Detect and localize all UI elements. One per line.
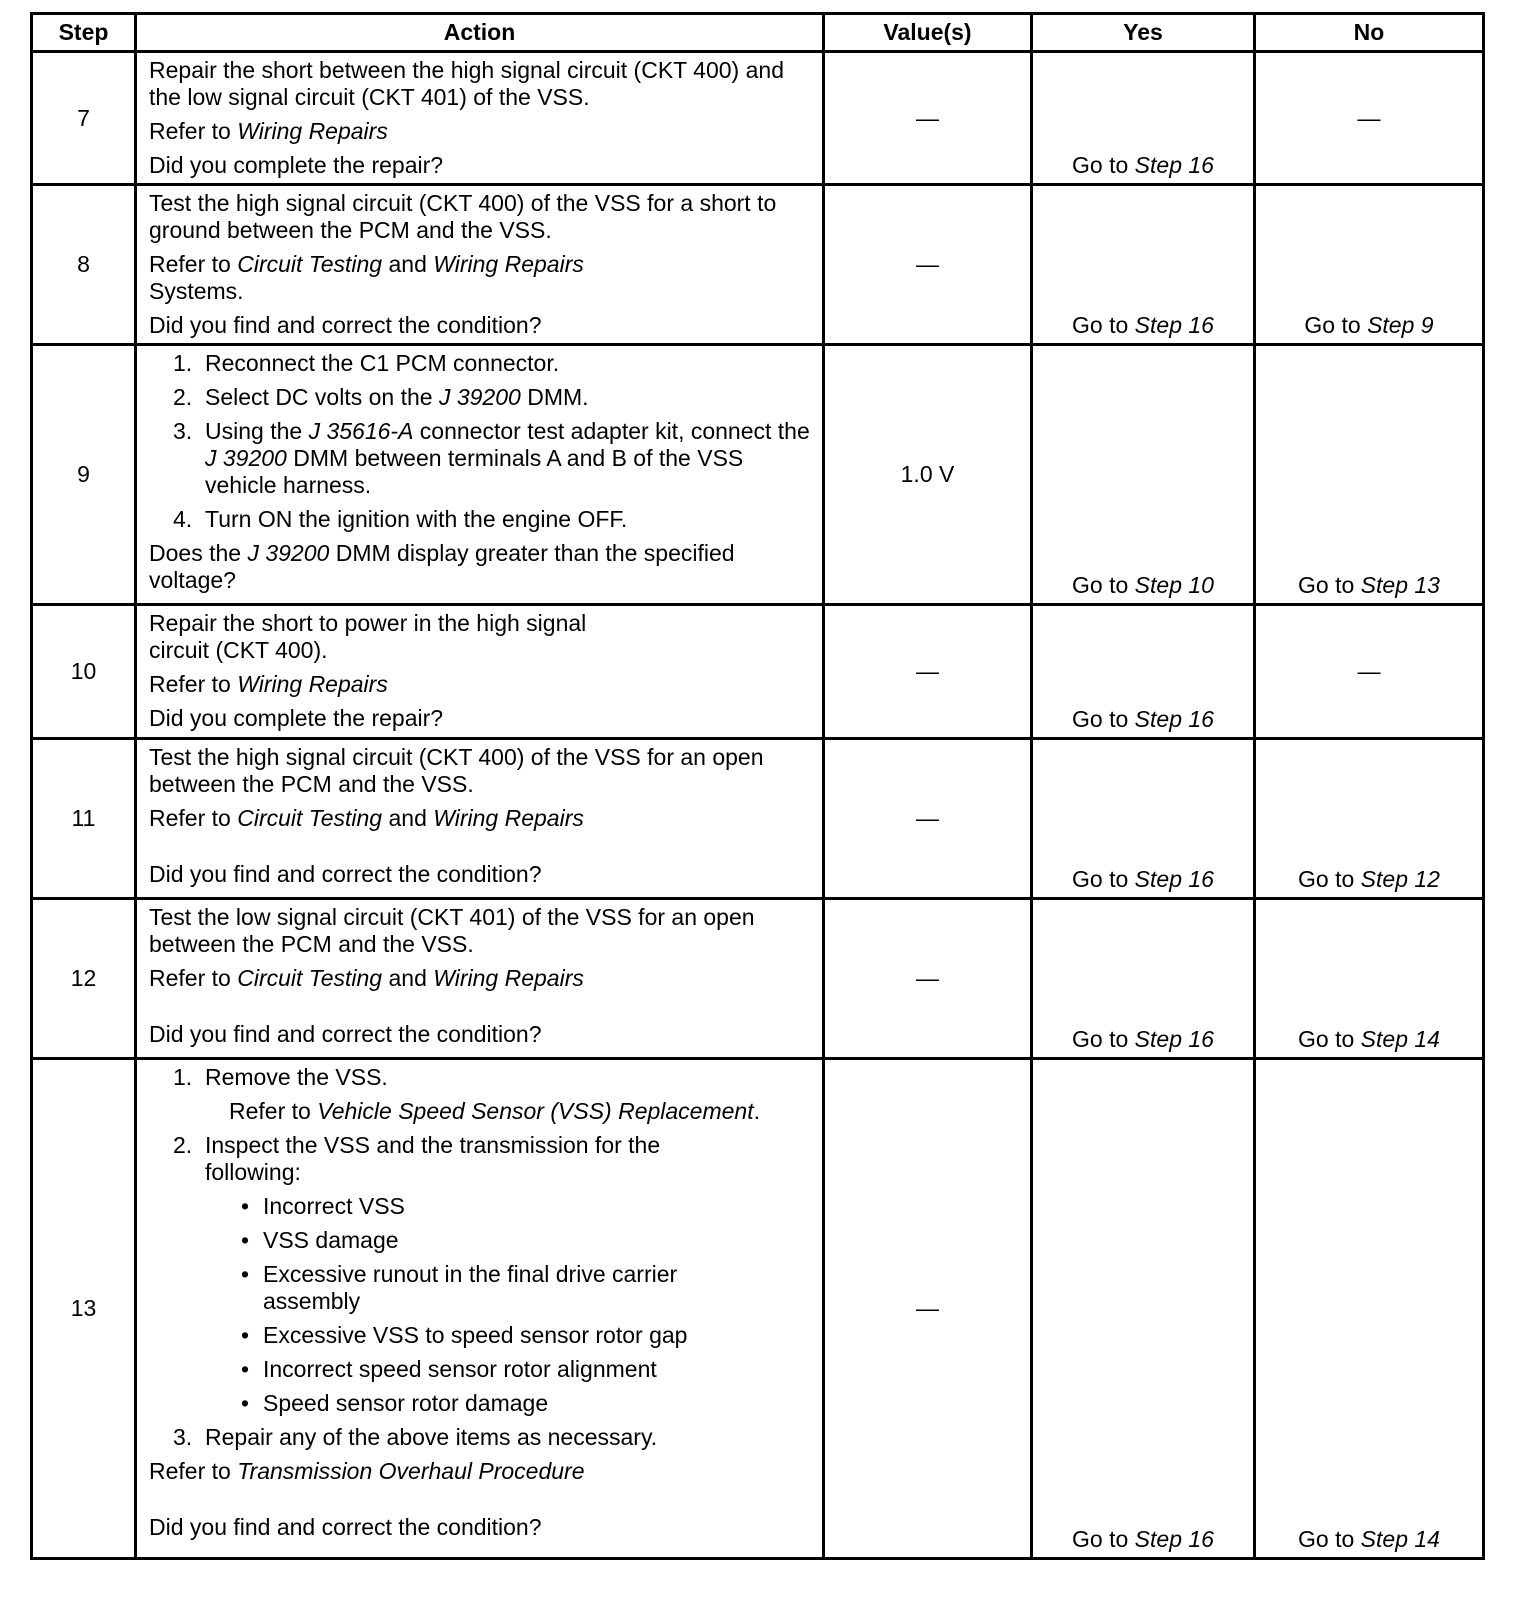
value-cell: 1.0 V <box>824 345 1032 605</box>
yes-step-link: Step 16 <box>1134 866 1214 892</box>
no-step-link: Step 14 <box>1360 1526 1440 1552</box>
header-yes: Yes <box>1032 14 1255 52</box>
tool-name: J 39200 <box>438 384 521 410</box>
yes-step-link: Step 16 <box>1134 706 1214 732</box>
action-cell <box>136 185 824 345</box>
value-cell: — <box>824 52 1032 185</box>
bullet-item: • Excessive runout in the final drive carrier assembly <box>241 1261 678 1314</box>
yes-cell: Go to Step 16 <box>1032 899 1255 1059</box>
action-cell <box>136 1059 824 1559</box>
action-reference: Refer to Wiring Repairs <box>149 671 388 697</box>
value-cell: — <box>824 739 1032 899</box>
yes-step-link: Step 10 <box>1134 572 1214 598</box>
bullet-item: • Excessive VSS to speed sensor rotor gap <box>241 1322 688 1348</box>
step-number: 11 <box>32 739 136 899</box>
action-cell <box>136 52 824 185</box>
action-reference: Refer to Transmission Overhaul Procedure <box>149 1458 585 1484</box>
yes-cell: Go to Step 16 <box>1032 185 1255 345</box>
yes-cell: Go to Step 16 <box>1032 739 1255 899</box>
action-text: Test the high signal circuit (CKT 400) of the VSS for a short to ground between the PCM and the VSS. <box>149 190 777 243</box>
bullet-item: • Incorrect speed sensor rotor alignment <box>241 1356 657 1382</box>
table-row <box>32 1059 1484 1559</box>
reference-link: Wiring Repairs <box>237 671 388 697</box>
list-item: 2. Select DC volts on the J 39200 DMM. <box>173 384 589 410</box>
reference-link: Circuit Testing <box>237 965 383 991</box>
no-cell: Go to Step 14 <box>1255 899 1484 1059</box>
header-row <box>32 14 1484 52</box>
list-item: 1. Reconnect the C1 PCM connector. <box>173 350 560 376</box>
step-number: 10 <box>32 605 136 739</box>
no-cell: — <box>1255 52 1484 185</box>
ordered-list <box>149 1064 812 1451</box>
step-number: 13 <box>32 1059 136 1559</box>
action-question: Did you complete the repair? <box>149 705 444 731</box>
header-step: Step <box>32 14 136 52</box>
yes-step-link: Step 16 <box>1134 1526 1214 1552</box>
action-question: Did you find and correct the condition? <box>149 312 542 338</box>
list-item-reference: Refer to Vehicle Speed Sensor (VSS) Replacement. <box>229 1098 760 1124</box>
no-cell: — <box>1255 605 1484 739</box>
action-cell <box>136 739 824 899</box>
no-step-link: Step 13 <box>1360 572 1440 598</box>
action-question: Does the J 39200 DMM display greater than the specified voltage? <box>149 540 735 593</box>
list-item: 3. Using the J 35616-A connector test adapter kit, connect the J 39200 DMM between terminals A and B of the VSS vehicle harness. <box>173 418 810 498</box>
reference-link: Circuit Testing <box>237 251 383 277</box>
value-cell: — <box>824 1059 1032 1559</box>
yes-step-link: Step 16 <box>1134 312 1214 338</box>
action-question: Did you find and correct the condition? <box>149 1021 542 1047</box>
bullet-item: • Speed sensor rotor damage <box>241 1390 549 1416</box>
value-cell: — <box>824 899 1032 1059</box>
tool-name: J 39200 <box>247 540 330 566</box>
no-cell: Go to Step 14 <box>1255 1059 1484 1559</box>
no-cell: Go to Step 9 <box>1255 185 1484 345</box>
action-question: Did you find and correct the condition? <box>149 861 542 887</box>
no-step-link: Step 12 <box>1360 866 1440 892</box>
action-text: Repair the short between the high signal circuit (CKT 400) and the low signal circuit (CKT 401) of the VSS. <box>149 57 784 110</box>
header-no: No <box>1255 14 1484 52</box>
value-cell: — <box>824 605 1032 739</box>
step-number: 8 <box>32 185 136 345</box>
action-reference: Refer to Circuit Testing and Wiring Repairs <box>149 805 584 831</box>
table-row <box>32 605 1484 739</box>
header-action: Action <box>136 14 824 52</box>
bullet-item: • Incorrect VSS <box>241 1193 405 1219</box>
reference-link: Wiring Repairs <box>433 251 584 277</box>
no-step-link: Step 9 <box>1367 312 1434 338</box>
action-cell <box>136 345 824 605</box>
reference-link: Transmission Overhaul Procedure <box>237 1458 585 1484</box>
reference-link: Vehicle Speed Sensor (VSS) Replacement <box>317 1098 754 1124</box>
list-item: 4. Turn ON the ignition with the engine OFF. <box>173 506 628 532</box>
list-item: 1. Remove the VSS. <box>173 1064 388 1090</box>
no-step-link: Step 14 <box>1360 1026 1440 1052</box>
value-cell: — <box>824 185 1032 345</box>
step-number: 9 <box>32 345 136 605</box>
table-row <box>32 739 1484 899</box>
reference-link: Wiring Repairs <box>237 118 388 144</box>
list-item: 3. Repair any of the above items as necessary. <box>173 1424 658 1450</box>
action-suffix: Systems. <box>149 278 244 304</box>
step-number: 7 <box>32 52 136 185</box>
action-question: Did you find and correct the condition? <box>149 1514 542 1540</box>
action-cell <box>136 605 824 739</box>
ordered-list <box>149 350 812 533</box>
action-text: Test the low signal circuit (CKT 401) of the VSS for an open between the PCM and the VSS. <box>149 904 755 957</box>
tool-name: J 35616-A <box>308 418 414 444</box>
yes-step-link: Step 16 <box>1134 1026 1214 1052</box>
tool-name: J 39200 <box>205 445 287 471</box>
header-values: Value(s) <box>824 14 1032 52</box>
action-reference: Refer to Wiring Repairs <box>149 118 388 144</box>
yes-cell: Go to Step 16 <box>1032 52 1255 185</box>
yes-cell: Go to Step 16 <box>1032 605 1255 739</box>
table-row <box>32 345 1484 605</box>
action-reference: Refer to Circuit Testing and Wiring Repairs <box>149 251 584 277</box>
bullet-list <box>241 1193 812 1417</box>
bullet-item: • VSS damage <box>241 1227 399 1253</box>
action-text: Test the high signal circuit (CKT 400) of the VSS for an open between the PCM and the VSS. <box>149 744 764 797</box>
action-cell <box>136 899 824 1059</box>
action-reference: Refer to Circuit Testing and Wiring Repairs <box>149 965 584 991</box>
reference-link: Circuit Testing <box>237 805 383 831</box>
table-row <box>32 899 1484 1059</box>
table-row <box>32 185 1484 345</box>
reference-link: Wiring Repairs <box>433 965 584 991</box>
action-text: Repair the short to power in the high signal circuit (CKT 400). <box>149 610 587 663</box>
yes-cell: Go to Step 10 <box>1032 345 1255 605</box>
no-cell: Go to Step 13 <box>1255 345 1484 605</box>
diagnostic-table <box>30 12 1485 1560</box>
yes-cell: Go to Step 16 <box>1032 1059 1255 1559</box>
no-cell: Go to Step 12 <box>1255 739 1484 899</box>
reference-link: Wiring Repairs <box>433 805 584 831</box>
step-number: 12 <box>32 899 136 1059</box>
action-question: Did you complete the repair? <box>149 152 444 178</box>
table-row <box>32 52 1484 185</box>
list-item: 2. Inspect the VSS and the transmission for the following: <box>173 1132 661 1185</box>
yes-step-link: Step 16 <box>1134 152 1214 178</box>
